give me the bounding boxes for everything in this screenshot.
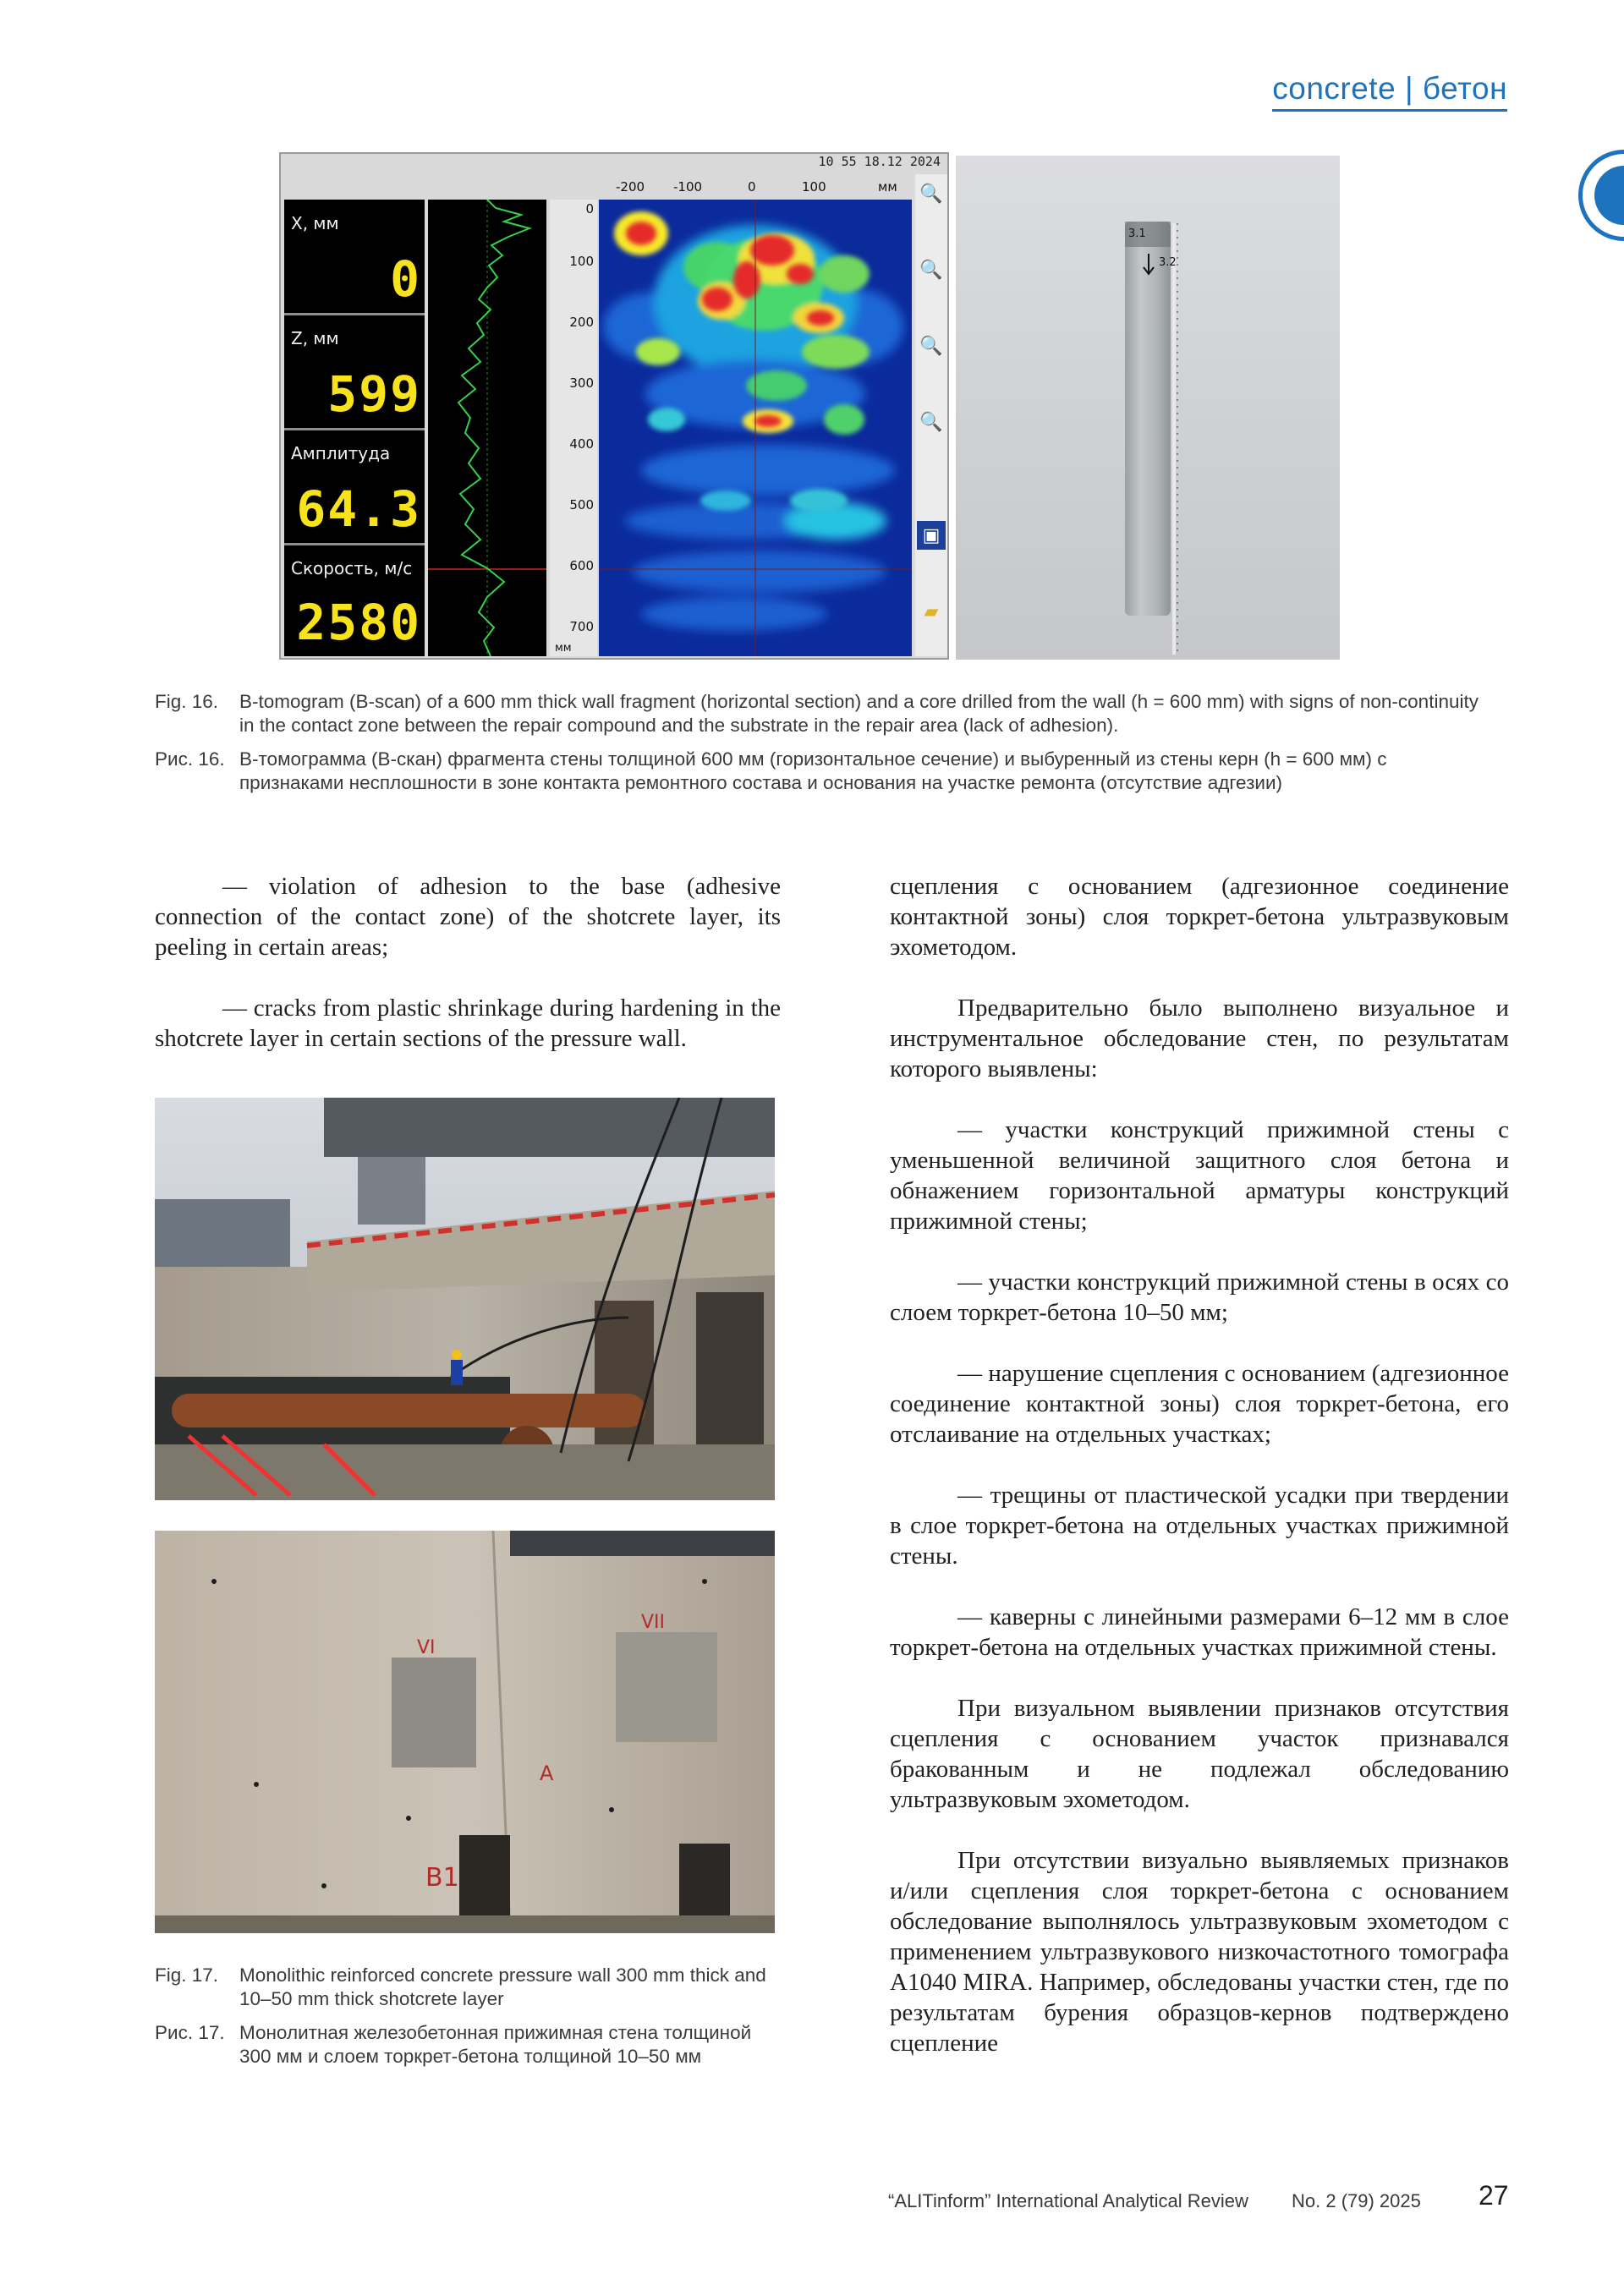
paragraph: При отсутствии визуально выявляемых признаков и/или сцепления слоя торкрет-бетона с основанием обследование выполнялось ультразвуковым эхометодом с применением ультразвукового низкочастотного томографа А1040 MIRA. Например, обследованы участки стен, где по результатам бурения образцов-кернов подтверждено сцепление — [890, 1847, 1509, 2057]
depth-tick: 300 — [569, 375, 594, 391]
readout-label-z: Z, мм — [291, 328, 339, 348]
paragraph: — нарушение сцепления с основанием (адгезионное соединение контактной зоны) слоя торкрет-бетона, его отслаивание на отдельных участках; — [890, 1360, 1509, 1448]
core-sample-photo — [956, 156, 1340, 660]
figure16-caption-en — [155, 690, 1491, 741]
caption-text: Монолитная железобетонная прижимная стена толщиной 300 мм и слоем торкрет-бетона толщиной 10–50 мм — [239, 2022, 752, 2067]
depth-unit: мм — [555, 642, 572, 655]
paragraph: — cracks from plastic shrinkage during hardening in the shotcrete layer in certain sections of the pressure wall. — [155, 995, 781, 1052]
depth-tick: 100 — [569, 254, 594, 269]
x-tick: -200 — [616, 179, 645, 195]
right-column — [890, 871, 1509, 2058]
readout-value-x: 0 — [390, 250, 421, 308]
issue-number: No. 2 (79) 2025 — [1292, 2190, 1421, 2211]
readout-label-amplitude: Амплитуда — [291, 443, 391, 463]
core-label-second: 3.2 — [1159, 256, 1177, 269]
tomograph-screenshot — [279, 152, 949, 660]
depth-tick: 200 — [569, 315, 594, 330]
readout-panel — [284, 200, 425, 656]
paragraph: сцепления с основанием (адгезионное соединение контактной зоны) слоя торкрет-бетона ультразвуковым эхометодом. — [890, 873, 1509, 961]
section-underline — [1272, 109, 1507, 112]
caption-text: B-tomogram (B-scan) of a 600 mm thick wall fragment (horizontal section) and a core drilled from the wall (h = 600 mm) with signs of non-continuity in the contact zone between the repair compound and the substrate in the repair area (lack of adhesion). — [239, 691, 1479, 736]
wall-marking: VI — [417, 1637, 436, 1658]
zoom-reset-icon[interactable]: 🔍 — [919, 411, 943, 433]
paragraph: — каверны с линейными размерами 6–12 мм в слое торкрет-бетона на отдельных участках прижимной стены. — [890, 1603, 1509, 1661]
figure16-caption-ru — [155, 748, 1491, 824]
readout-value-z: 599 — [327, 365, 421, 423]
figure17-caption-ru — [155, 2021, 781, 2097]
x-unit: мм — [878, 179, 897, 195]
caption-number: Рис. 16. — [155, 748, 225, 770]
zoom-out-icon[interactable]: 🔍 — [919, 259, 943, 281]
construction-site-photo — [155, 1098, 775, 1500]
readout-value-amplitude: 64.3 — [296, 480, 421, 538]
caption-number: Fig. 16. — [155, 691, 219, 712]
x-tick: -100 — [673, 179, 703, 195]
wall-marking: VII — [641, 1612, 666, 1633]
wall-marking: A — [540, 1762, 554, 1785]
x-tick: 100 — [802, 179, 826, 195]
x-axis — [599, 174, 912, 198]
figure17-caption-en — [155, 1964, 781, 2014]
paragraph: — участки конструкций прижимной стены с уменьшенной величиной защитного слоя бетона и обнажением горизонтальной арматуры конструкций прижимной стены; — [890, 1116, 1509, 1235]
caption-number: Рис. 17. — [155, 2022, 225, 2043]
caption-number: Fig. 17. — [155, 1964, 219, 1986]
depth-tick: 500 — [569, 497, 594, 512]
section-title: concrete | бетон — [1272, 71, 1507, 106]
paragraph: При визуальном выявлении признаков отсутствия сцепления с основанием участок признавался бракованным и не подлежал обследованию ультразвуковым эхометодом. — [890, 1695, 1509, 1813]
readout-value-velocity: 2580 — [296, 594, 421, 651]
caption-text: В-томограмма (В-скан) фрагмента стены толщиной 600 мм (горизонтальное сечение) и выбуренный из стены керн (h = 600 мм) с признаками несплошности в зоне контакта ремонтного состава и основания на участке ремонта (отсутствие адгезии) — [239, 748, 1387, 793]
readout-label-velocity: Скорость, м/с — [291, 558, 413, 578]
depth-tick: 0 — [585, 201, 594, 216]
depth-axis — [550, 200, 597, 656]
left-column — [155, 871, 781, 1054]
b-scan-image — [599, 200, 912, 656]
pressure-wall-photo — [155, 1531, 775, 1933]
paragraph: — участки конструкций прижимной стены в осях со слоем торкрет-бетона 10–50 мм; — [890, 1269, 1509, 1326]
side-tab-marker — [1578, 150, 1624, 241]
paragraph: — трещины от пластической усадки при твердении в слое торкрет-бетона на отдельных участках прижимной стены. — [890, 1482, 1509, 1570]
zoom-add-icon[interactable]: 🔍 — [919, 335, 943, 357]
paragraph: Предварительно было выполнено визуальное и инструментальное обследование стен, по результатам которого выявлены: — [890, 995, 1509, 1082]
depth-tick: 400 — [569, 436, 594, 452]
core-label-top: 3.1 — [1128, 227, 1146, 240]
a-scan-waveform — [428, 200, 546, 656]
paragraph: — violation of adhesion to the base (adhesive connection of the contact zone) of the shotcrete layer, its peeling in certain areas; — [155, 873, 781, 961]
journal-name: “ALITinform” International Analytical Review — [888, 2190, 1248, 2211]
x-tick: 0 — [748, 179, 756, 195]
save-icon[interactable]: ▣ — [917, 521, 946, 550]
depth-tick: 600 — [569, 558, 594, 573]
device-toolbar — [915, 174, 947, 656]
zoom-in-icon[interactable]: 🔍 — [919, 183, 943, 205]
depth-tick: 700 — [569, 619, 594, 634]
caption-text: Monolithic reinforced concrete pressure wall 300 mm thick and 10–50 mm thick shotcrete layer — [239, 1964, 766, 2009]
section-tag — [1272, 71, 1507, 107]
wall-marking: B1 — [425, 1863, 459, 1893]
folder-icon[interactable]: ▰ — [924, 600, 939, 622]
device-timestamp: 10 55 18.12 2024 — [818, 154, 941, 169]
readout-label-x: X, мм — [291, 213, 339, 233]
page-number: 27 — [1479, 2180, 1509, 2211]
